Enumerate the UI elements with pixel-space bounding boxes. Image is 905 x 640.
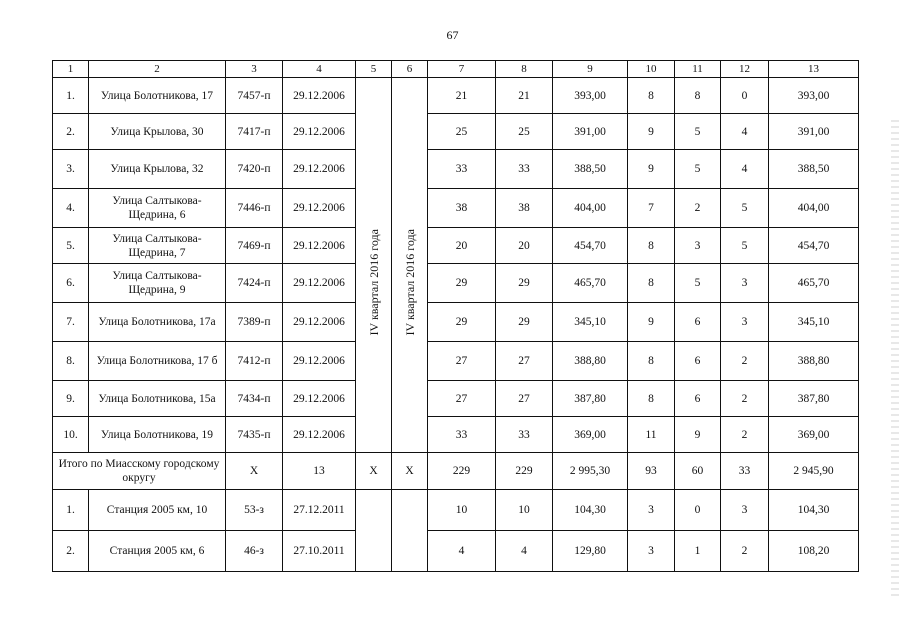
row-number: 7. — [53, 303, 89, 342]
cell-10: 8 — [628, 381, 675, 417]
total-cell-3: X — [226, 453, 283, 490]
cell-7: 4 — [428, 531, 496, 572]
cell-12: 2 — [721, 381, 769, 417]
doc-number-cell: 7412-п — [226, 342, 283, 381]
doc-number-cell: 7417-п — [226, 114, 283, 150]
doc-number-cell: 7420-п — [226, 150, 283, 189]
doc-number-cell: 53-з — [226, 490, 283, 531]
doc-number-cell: 7446-п — [226, 189, 283, 228]
quarter-label: IV квартал 2016 года — [366, 228, 381, 335]
cell-9: 345,10 — [553, 303, 628, 342]
cell-9: 104,30 — [553, 490, 628, 531]
quarter-col-5 — [356, 490, 392, 572]
row-number: 4. — [53, 189, 89, 228]
table-row — [53, 78, 859, 114]
cell-7: 38 — [428, 189, 496, 228]
cell-12: 0 — [721, 78, 769, 114]
cell-10: 9 — [628, 303, 675, 342]
cell-12: 5 — [721, 228, 769, 264]
table-row — [53, 150, 859, 189]
header-cell: 8 — [496, 61, 553, 78]
table-row — [53, 531, 859, 572]
cell-11: 9 — [675, 417, 721, 453]
cell-9: 404,00 — [553, 189, 628, 228]
total-cell-6: X — [392, 453, 428, 490]
date-cell: 29.12.2006 — [283, 78, 356, 114]
header-cell: 1 — [53, 61, 89, 78]
cell-13: 393,00 — [769, 78, 859, 114]
cell-11: 1 — [675, 531, 721, 572]
cell-8: 29 — [496, 303, 553, 342]
cell-13: 465,70 — [769, 264, 859, 303]
cell-8: 33 — [496, 150, 553, 189]
cell-10: 3 — [628, 490, 675, 531]
cell-13: 404,00 — [769, 189, 859, 228]
date-cell: 29.12.2006 — [283, 189, 356, 228]
header-row — [53, 61, 859, 78]
doc-number-cell: 7435-п — [226, 417, 283, 453]
address-cell: Улица Болотникова, 19 — [89, 417, 226, 453]
cell-12: 3 — [721, 264, 769, 303]
cell-9: 388,80 — [553, 342, 628, 381]
cell-7: 27 — [428, 342, 496, 381]
total-cell-7: 229 — [428, 453, 496, 490]
row-number: 1. — [53, 490, 89, 531]
table-row — [53, 114, 859, 150]
row-number: 2. — [53, 531, 89, 572]
quarter-col-6 — [392, 78, 428, 453]
header-cell: 3 — [226, 61, 283, 78]
cell-13: 345,10 — [769, 303, 859, 342]
cell-9: 388,50 — [553, 150, 628, 189]
row-number: 6. — [53, 264, 89, 303]
cell-12: 5 — [721, 189, 769, 228]
row-number: 1. — [53, 78, 89, 114]
cell-9: 387,80 — [553, 381, 628, 417]
total-label: Итого по Миасскому городскому округу — [53, 453, 226, 490]
cell-11: 5 — [675, 264, 721, 303]
cell-11: 6 — [675, 303, 721, 342]
date-cell: 29.12.2006 — [283, 303, 356, 342]
cell-10: 7 — [628, 189, 675, 228]
cell-7: 29 — [428, 303, 496, 342]
date-cell: 29.12.2006 — [283, 114, 356, 150]
address-cell: Улица Болотникова, 17а — [89, 303, 226, 342]
quarter-col-6 — [392, 490, 428, 572]
cell-13: 388,80 — [769, 342, 859, 381]
cell-8: 25 — [496, 114, 553, 150]
date-cell: 29.12.2006 — [283, 342, 356, 381]
total-cell-4: 13 — [283, 453, 356, 490]
table-row — [53, 228, 859, 264]
cell-7: 33 — [428, 417, 496, 453]
header-cell: 4 — [283, 61, 356, 78]
header-cell: 6 — [392, 61, 428, 78]
header-cell: 11 — [675, 61, 721, 78]
table-row — [53, 342, 859, 381]
cell-8: 10 — [496, 490, 553, 531]
cell-11: 8 — [675, 78, 721, 114]
cell-9: 454,70 — [553, 228, 628, 264]
date-cell: 29.12.2006 — [283, 381, 356, 417]
table-row — [53, 490, 859, 531]
doc-number-cell: 7434-п — [226, 381, 283, 417]
cell-12: 2 — [721, 531, 769, 572]
address-cell: Улица Болотникова, 17 б — [89, 342, 226, 381]
row-number: 3. — [53, 150, 89, 189]
total-cell-8: 229 — [496, 453, 553, 490]
cell-7: 21 — [428, 78, 496, 114]
cell-10: 8 — [628, 342, 675, 381]
cell-11: 6 — [675, 381, 721, 417]
header-cell: 12 — [721, 61, 769, 78]
date-cell: 27.10.2011 — [283, 531, 356, 572]
cell-12: 3 — [721, 303, 769, 342]
doc-number-cell: 7389-п — [226, 303, 283, 342]
row-number: 10. — [53, 417, 89, 453]
date-cell: 29.12.2006 — [283, 228, 356, 264]
total-cell-13: 2 945,90 — [769, 453, 859, 490]
address-cell: Улица Крылова, 32 — [89, 150, 226, 189]
cell-7: 27 — [428, 381, 496, 417]
row-number: 5. — [53, 228, 89, 264]
date-cell: 27.12.2011 — [283, 490, 356, 531]
doc-number-cell: 7457-п — [226, 78, 283, 114]
cell-13: 391,00 — [769, 114, 859, 150]
cell-12: 2 — [721, 342, 769, 381]
address-cell: Улица Салтыкова-Щедрина, 9 — [89, 264, 226, 303]
table-row — [53, 303, 859, 342]
cell-9: 391,00 — [553, 114, 628, 150]
header-cell: 10 — [628, 61, 675, 78]
total-cell-9: 2 995,30 — [553, 453, 628, 490]
cell-8: 21 — [496, 78, 553, 114]
quarter-label: IV квартал 2016 года — [402, 228, 417, 335]
cell-10: 11 — [628, 417, 675, 453]
header-cell: 13 — [769, 61, 859, 78]
total-cell-5: X — [356, 453, 392, 490]
cell-11: 5 — [675, 150, 721, 189]
cell-10: 3 — [628, 531, 675, 572]
cell-8: 27 — [496, 342, 553, 381]
cell-13: 387,80 — [769, 381, 859, 417]
cell-10: 8 — [628, 228, 675, 264]
housing-table — [52, 60, 859, 572]
page-number: 67 — [446, 28, 459, 42]
row-number: 8. — [53, 342, 89, 381]
cell-8: 29 — [496, 264, 553, 303]
address-cell: Станция 2005 км, 6 — [89, 531, 226, 572]
cell-7: 29 — [428, 264, 496, 303]
date-cell: 29.12.2006 — [283, 417, 356, 453]
quarter-col-5 — [356, 78, 392, 453]
cell-10: 9 — [628, 114, 675, 150]
cell-8: 4 — [496, 531, 553, 572]
cell-11: 0 — [675, 490, 721, 531]
cell-8: 27 — [496, 381, 553, 417]
cell-8: 20 — [496, 228, 553, 264]
cell-10: 9 — [628, 150, 675, 189]
cell-7: 10 — [428, 490, 496, 531]
cell-13: 104,30 — [769, 490, 859, 531]
cell-9: 129,80 — [553, 531, 628, 572]
cell-13: 369,00 — [769, 417, 859, 453]
doc-number-cell: 7469-п — [226, 228, 283, 264]
address-cell: Станция 2005 км, 10 — [89, 490, 226, 531]
cell-13: 454,70 — [769, 228, 859, 264]
cell-8: 33 — [496, 417, 553, 453]
date-cell: 29.12.2006 — [283, 264, 356, 303]
cell-9: 369,00 — [553, 417, 628, 453]
table-row — [53, 264, 859, 303]
cell-12: 4 — [721, 150, 769, 189]
table-row — [53, 417, 859, 453]
cell-10: 8 — [628, 78, 675, 114]
cell-12: 3 — [721, 490, 769, 531]
cell-10: 8 — [628, 264, 675, 303]
total-cell-11: 60 — [675, 453, 721, 490]
cell-13: 388,50 — [769, 150, 859, 189]
header-cell: 2 — [89, 61, 226, 78]
cell-11: 3 — [675, 228, 721, 264]
cell-9: 465,70 — [553, 264, 628, 303]
header-cell: 7 — [428, 61, 496, 78]
cell-12: 4 — [721, 114, 769, 150]
scan-margin-artifact — [891, 120, 899, 600]
cell-7: 33 — [428, 150, 496, 189]
header-cell: 9 — [553, 61, 628, 78]
doc-number-cell: 7424-п — [226, 264, 283, 303]
cell-11: 5 — [675, 114, 721, 150]
address-cell: Улица Салтыкова-Щедрина, 6 — [89, 189, 226, 228]
address-cell: Улица Салтыкова-Щедрина, 7 — [89, 228, 226, 264]
address-cell: Улица Болотникова, 17 — [89, 78, 226, 114]
doc-number-cell: 46-з — [226, 531, 283, 572]
cell-9: 393,00 — [553, 78, 628, 114]
cell-7: 20 — [428, 228, 496, 264]
total-cell-12: 33 — [721, 453, 769, 490]
address-cell: Улица Крылова, 30 — [89, 114, 226, 150]
header-cell: 5 — [356, 61, 392, 78]
row-number: 9. — [53, 381, 89, 417]
cell-11: 6 — [675, 342, 721, 381]
cell-11: 2 — [675, 189, 721, 228]
address-cell: Улица Болотникова, 15а — [89, 381, 226, 417]
total-row — [53, 453, 859, 490]
cell-8: 38 — [496, 189, 553, 228]
row-number: 2. — [53, 114, 89, 150]
total-cell-10: 93 — [628, 453, 675, 490]
cell-13: 108,20 — [769, 531, 859, 572]
table-row — [53, 189, 859, 228]
table-row — [53, 381, 859, 417]
cell-12: 2 — [721, 417, 769, 453]
date-cell: 29.12.2006 — [283, 150, 356, 189]
cell-7: 25 — [428, 114, 496, 150]
